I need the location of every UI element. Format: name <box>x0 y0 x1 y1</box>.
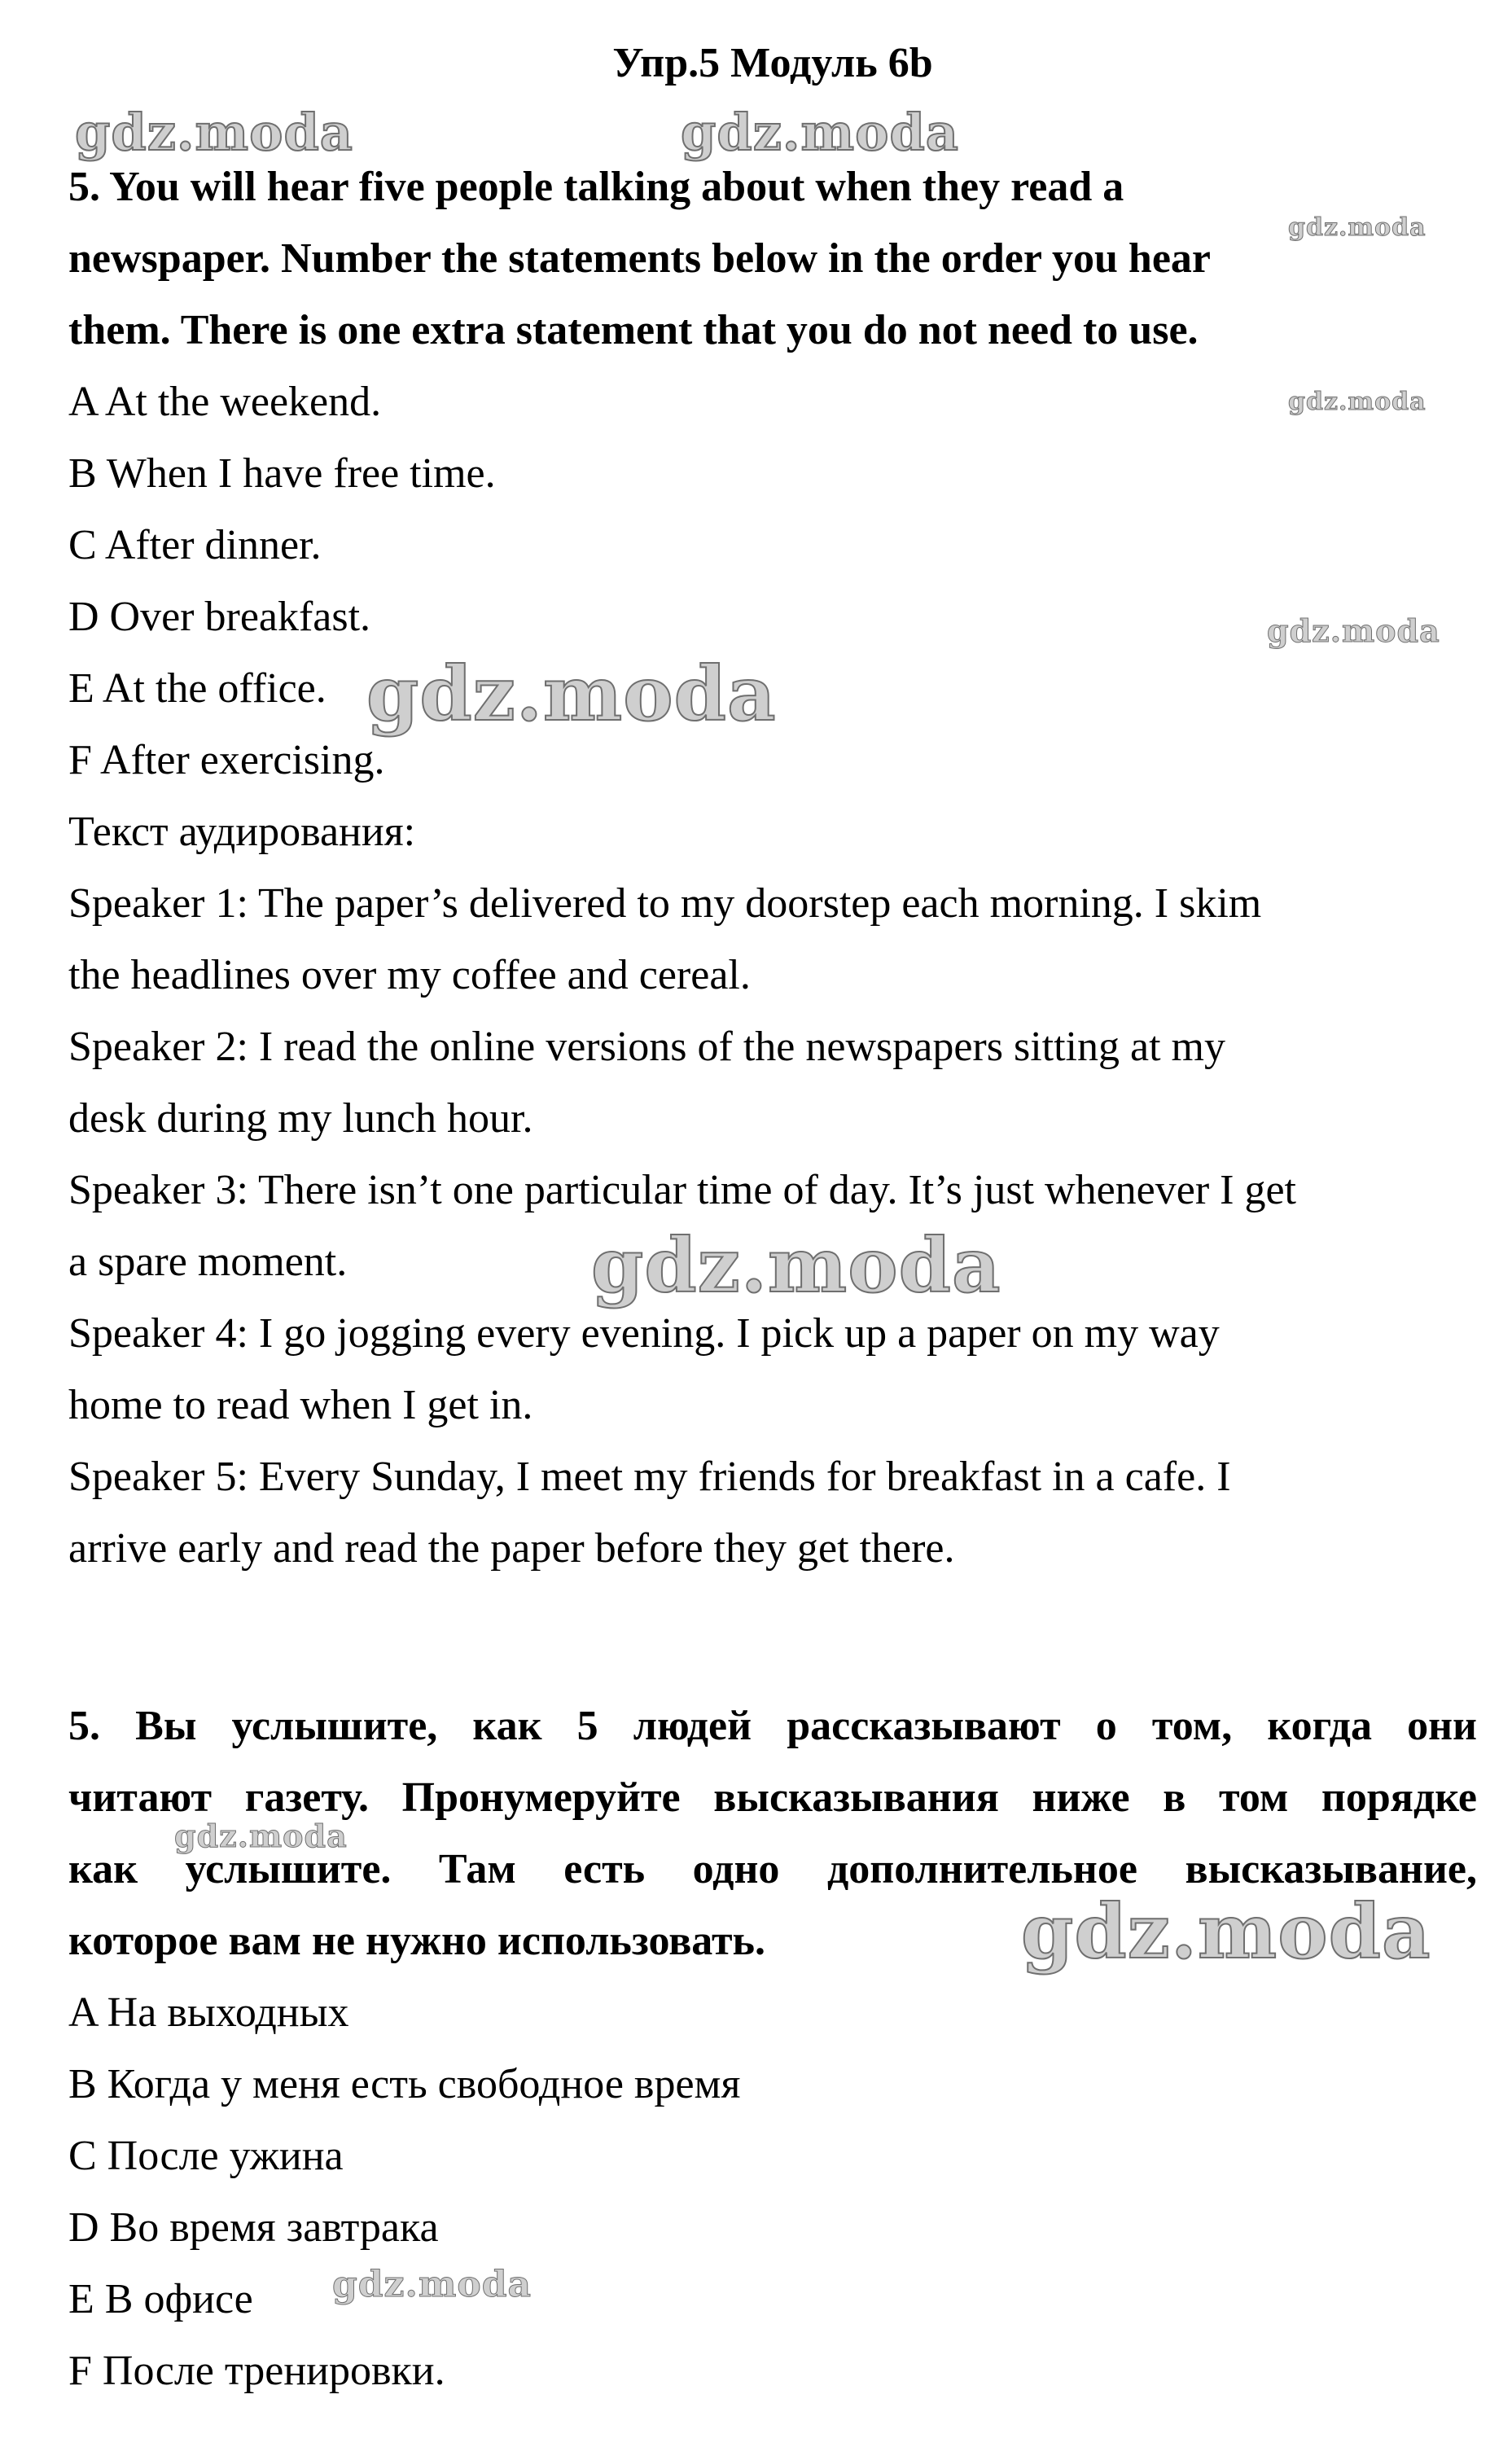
russian-task <box>68 1691 1477 1977</box>
watermark: gdz.moda <box>174 1818 348 1854</box>
english-task-line: 5. You will hear five people talking about when they read a <box>68 164 1124 210</box>
transcript-line: desk during my lunch hour. <box>68 1095 533 1142</box>
watermark: gdz.moda <box>681 103 959 162</box>
transcript-line: Speaker 2: I read the online versions of the newspapers sitting at my <box>68 1024 1225 1070</box>
option-c: C After dinner. <box>68 522 322 568</box>
watermark: gdz.moda <box>75 103 353 162</box>
option-f-ru: F После тренировки. <box>68 2348 445 2394</box>
watermark: gdz.moda <box>1021 1888 1431 1976</box>
transcript <box>68 796 1477 1585</box>
option-d-ru: D Во время завтрака <box>68 2204 439 2251</box>
transcript-line: the headlines over my coffee and cereal. <box>68 952 751 998</box>
transcript-line: home to read when I get in. <box>68 1382 533 1428</box>
page-title: Упр.5 Модуль 6b <box>612 40 933 86</box>
watermark: gdz.moda <box>332 2264 532 2305</box>
option-e: E At the office. <box>68 665 327 712</box>
option-a-ru: A На выходных <box>68 1989 349 2036</box>
russian-task-line: как услышите. Там есть одно дополнительное высказывание, <box>68 1846 1477 1892</box>
watermark: gdz.moda <box>1288 213 1427 242</box>
watermark: gdz.moda <box>1288 388 1427 416</box>
option-d: D Over breakfast. <box>68 594 371 640</box>
option-b: B When I have free time. <box>68 450 496 497</box>
english-task-line: them. There is one extra statement that you do not need to use. <box>68 307 1199 353</box>
english-task <box>68 151 1477 366</box>
english-task-line: newspaper. Number the statements below in the order you hear <box>68 235 1211 282</box>
option-e-ru: E В офисе <box>68 2276 253 2322</box>
transcript-line: Speaker 4: I go jogging every evening. I pick up a paper on my way <box>68 1310 1220 1357</box>
english-options <box>68 366 1477 796</box>
russian-task-line: 5. Вы услышите, как 5 людей рассказывают о том, когда они <box>68 1703 1477 1749</box>
transcript-label: Текст аудирования: <box>68 809 416 855</box>
option-a: A At the weekend. <box>68 379 382 425</box>
russian-options <box>68 1977 1477 2407</box>
option-b-ru: B Когда у меня есть свободное время <box>68 2061 741 2107</box>
transcript-line: a spare moment. <box>68 1239 348 1285</box>
option-f: F After exercising. <box>68 737 385 783</box>
watermark: gdz.moda <box>366 650 777 738</box>
transcript-line: Speaker 3: There isn’t one particular time of day. It’s just whenever I get <box>68 1167 1296 1213</box>
watermark: gdz.moda <box>591 1221 1001 1309</box>
watermark: gdz.moda <box>1267 612 1440 649</box>
transcript-line: Speaker 1: The paper’s delivered to my doorstep each morning. I skim <box>68 880 1262 927</box>
transcript-line: arrive early and read the paper before they get there. <box>68 1525 955 1572</box>
transcript-line: Speaker 5: Every Sunday, I meet my friends for breakfast in a cafe. I <box>68 1454 1231 1500</box>
russian-task-line: читают газету. Пронумеруйте высказывания ниже в том порядке <box>68 1774 1477 1821</box>
option-c-ru: C После ужина <box>68 2133 344 2179</box>
russian-task-line: которое вам не нужно использовать. <box>68 1918 765 1964</box>
